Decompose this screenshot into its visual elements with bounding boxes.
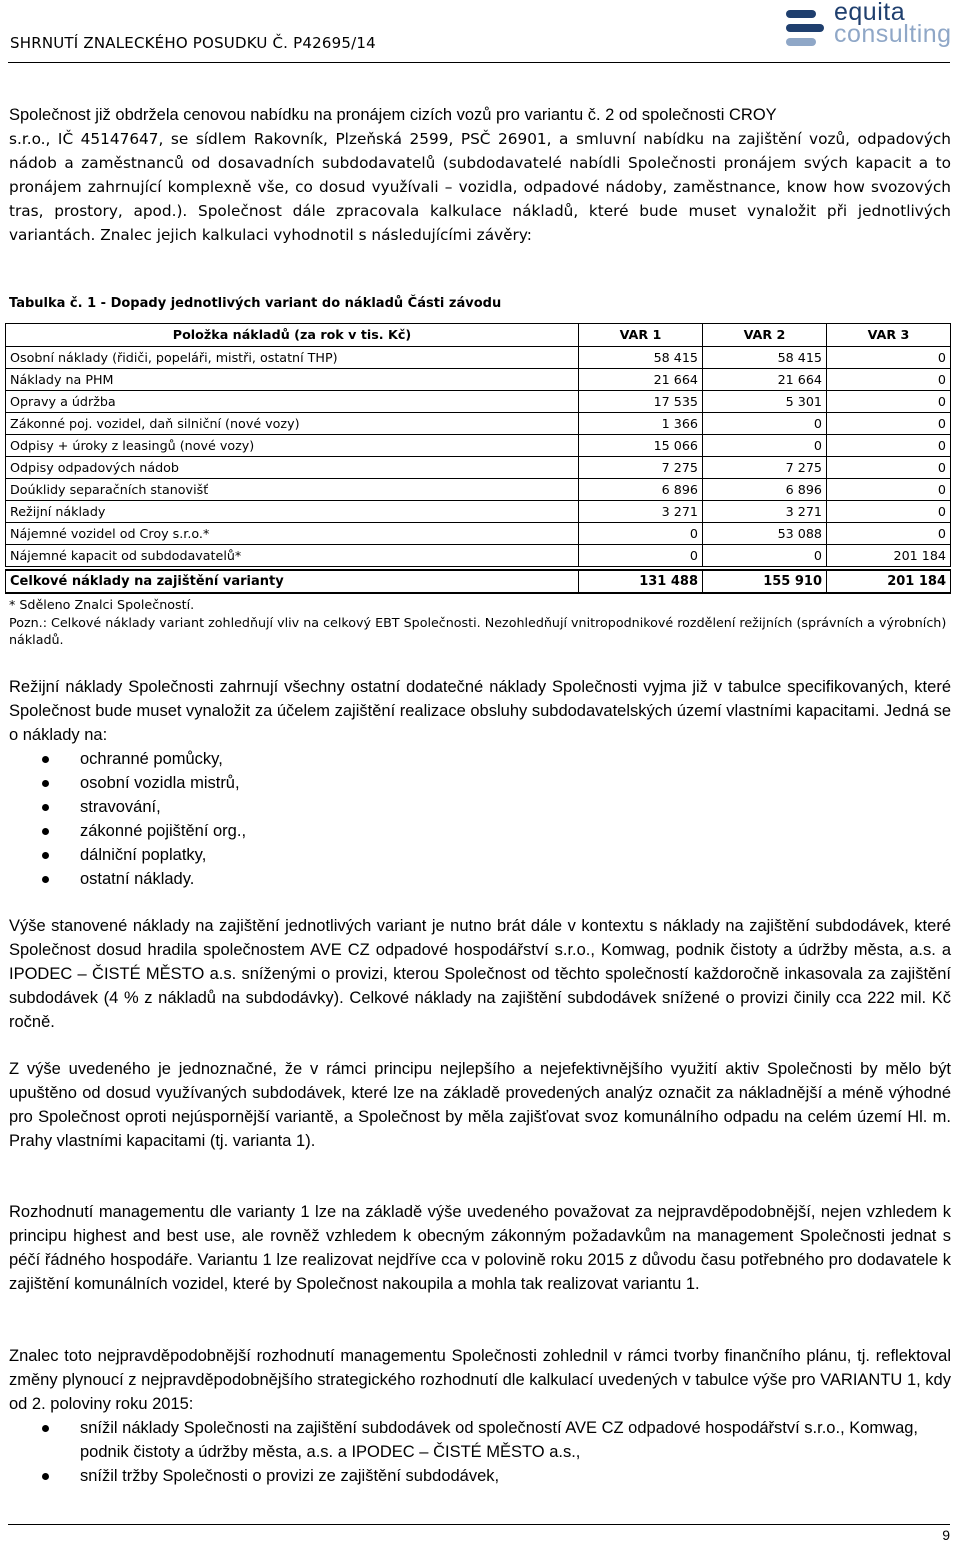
- list-item-text: dálniční poplatky,: [80, 846, 207, 864]
- total-label: Celkové náklady na zajištění varianty: [6, 570, 579, 593]
- cell-var2: 0: [703, 545, 827, 567]
- section-vyse: [9, 914, 951, 1034]
- equita-logo-icon: [784, 8, 828, 48]
- cell-var3: 0: [827, 479, 951, 501]
- cell-var2: 0: [703, 413, 827, 435]
- para-jednoznacne: Z výše uvedeného je jednoznačné, že v rámci principu nejlepšího a nejefektivnějšího využití aktiv Společnosti by mělo být upuštěno od dosud využívaných subdodávek, které lze na základě provedených analýz označit za nákladnější a méně výhodné pro Společnost oproti nejúspornější variantě, a Společnost by měla zajišťovat svoz komunálního odpadu na celém území Hl. m. Prahy vlastními kapacitami (tj. varianta 1).: [9, 1060, 951, 1150]
- cell-var1: 0: [579, 523, 703, 545]
- list-item-text: snížil náklady Společnosti na zajištění subdodávek od společností AVE CZ odpadové hospodářství s.r.o., Komwag, podnik čistoty a údržby města, a.s. a IPODEC – ČISTÉ MĚSTO a.s.,: [80, 1419, 919, 1461]
- header-var1: VAR 1: [579, 324, 703, 347]
- cell-var2: 58 415: [703, 347, 827, 369]
- cell-var3: 0: [827, 457, 951, 479]
- cell-var2: 6 896: [703, 479, 827, 501]
- cell-item: Odpisy odpadových nádob: [6, 457, 579, 479]
- list-item: [9, 867, 951, 891]
- equita-logo: [780, 2, 950, 52]
- section-jednoznacne: [9, 1057, 951, 1153]
- page-header: [8, 0, 950, 63]
- cell-var3: 201 184: [827, 545, 951, 567]
- cell-item: Nájemné vozidel od Croy s.r.o.*: [6, 523, 579, 545]
- page-number: 9: [942, 1527, 950, 1543]
- cell-var1: 21 664: [579, 369, 703, 391]
- total-var3: 201 184: [827, 570, 951, 593]
- cell-var1: 1 366: [579, 413, 703, 435]
- list-item-text: ostatní náklady.: [80, 870, 195, 888]
- cell-item: Nájemné kapacit od subdodavatelů*: [6, 545, 579, 567]
- cell-item: Doúklidy separačních stanovišť: [6, 479, 579, 501]
- para-rezie: Režijní náklady Společnosti zahrnují všechny ostatní dodatečné náklady Společnosti vyjma již v tabulce specifikovaných, které Společnost bude muset vynaložit za účelem zajištění realizace obsluhy subdodavatelských území vlastními kapacitami. Jedná se o náklady na:: [9, 678, 951, 744]
- table-body: [6, 347, 951, 594]
- cell-item: Osobní náklady (řidiči, popeláři, mistři, ostatní THP): [6, 347, 579, 369]
- total-var2: 155 910: [703, 570, 827, 593]
- cell-item: Náklady na PHM: [6, 369, 579, 391]
- cell-var2: 3 271: [703, 501, 827, 523]
- list-rezie: [9, 747, 951, 891]
- cell-item: Opravy a údržba: [6, 391, 579, 413]
- list-item-text: stravování,: [80, 798, 161, 816]
- list-item: [9, 747, 951, 771]
- section-rezie: [9, 675, 951, 891]
- cell-var1: 3 271: [579, 501, 703, 523]
- table-total-row: [6, 570, 951, 593]
- cell-var3: 0: [827, 523, 951, 545]
- footnote-source: * Sděleno Znalci Společností.: [9, 597, 195, 612]
- list-item: [9, 795, 951, 819]
- bullet-icon: [42, 852, 49, 859]
- section-rozhodnuti: [9, 1200, 951, 1296]
- footer-divider: [8, 1524, 950, 1525]
- header-var3: VAR 3: [827, 324, 951, 347]
- costs-table: [5, 323, 951, 594]
- cell-var2: 7 275: [703, 457, 827, 479]
- para-vyse: Výše stanovené náklady na zajištění jednotlivých variant je nutno brát dále v kontextu s náklady na zajištění subdodávek, které Společnost dosud hradila společnostem AVE CZ odpadové hospodářství s.r.o., Komwag, podnik čistoty a údržby města, a.s. a IPODEC – ČISTÉ MĚSTO a.s. sníženými o provizi, kterou Společnost od těchto společností každoročně inkasovala za zajištění subdodávek (4 % z nákladů na subdodávky). Celkové náklady na zajištění subdodávek snížené o provizi činily cca 222 mil. Kč ročně.: [9, 917, 951, 1031]
- table-row: [6, 347, 951, 369]
- table-row: [6, 501, 951, 523]
- table-header-row: [6, 324, 951, 347]
- cell-var1: 15 066: [579, 435, 703, 457]
- cell-var2: 53 088: [703, 523, 827, 545]
- cell-var1: 58 415: [579, 347, 703, 369]
- cell-var2: 5 301: [703, 391, 827, 413]
- logo-text-consulting: consulting: [834, 20, 952, 48]
- cell-var3: 0: [827, 347, 951, 369]
- bullet-icon: [42, 1473, 49, 1480]
- table-row: [6, 523, 951, 545]
- cell-var2: 21 664: [703, 369, 827, 391]
- list-item: [9, 1464, 951, 1488]
- section-znalec: [9, 1344, 951, 1488]
- table-row: [6, 479, 951, 501]
- bullet-icon: [42, 876, 49, 883]
- cell-var1: 17 535: [579, 391, 703, 413]
- list-item: [9, 843, 951, 867]
- cell-var1: 6 896: [579, 479, 703, 501]
- intro-paragraph: [9, 103, 951, 247]
- bullet-icon: [42, 828, 49, 835]
- list-item-text: zákonné pojištění org.,: [80, 822, 247, 840]
- table-row: [6, 435, 951, 457]
- bullet-icon: [42, 1425, 49, 1432]
- intro-line1: Společnost již obdržela cenovou nabídku na pronájem cizích vozů pro variantu č. 2 od společnosti CROY: [9, 106, 777, 124]
- para-znalec: Znalec toto nejpravděpodobnější rozhodnutí managementu Společnosti zohlednil v rámci tvorby finančního plánu, tj. reflektoval změny plynoucí z nejpravděpodobnějšího strategického rozhodnutí dle kalkulací uvedených v tabulce výše pro VARIANTU 1, kdy od 2. poloviny roku 2015:: [9, 1347, 951, 1413]
- table-row: [6, 413, 951, 435]
- table-row: [6, 457, 951, 479]
- header-item: Položka nákladů (za rok v tis. Kč): [6, 324, 579, 347]
- list-item-text: snížil tržby Společnosti o provizi ze zajištění subdodávek,: [80, 1467, 500, 1485]
- table-row: [6, 545, 951, 567]
- cell-var1: 0: [579, 545, 703, 567]
- bullet-icon: [42, 756, 49, 763]
- logo-text-equita: equita: [834, 0, 906, 26]
- cell-var1: 7 275: [579, 457, 703, 479]
- cell-item: Režijní náklady: [6, 501, 579, 523]
- list-item-text: ochranné pomůcky,: [80, 750, 223, 768]
- para-rozhodnuti: Rozhodnutí managementu dle varianty 1 lze na základě výše uvedeného považovat za nejpravděpodobnější, nejen vzhledem k principu highest and best use, ale rovněž vzhledem k obecným zákonným požadavkům na management Společnosti jednat s péčí řádného hospodáře. Variantu 1 lze realizovat nejdříve cca v polovině roku 2015 z důvodu času potřebného pro dodavatele k zajištění komunálních vozidel, které by Společnost nakoupila a mohla tak realizovat variantu 1.: [9, 1203, 951, 1293]
- cell-var2: 0: [703, 435, 827, 457]
- cell-var3: 0: [827, 435, 951, 457]
- cell-item: Odpisy + úroky z leasingů (nové vozy): [6, 435, 579, 457]
- intro-rest: s.r.o., IČ 45147647, se sídlem Rakovník, Plzeňská 2599, PSČ 26901, a smluvní nabídku na zajištění vozů, odpadových nádob a zaměstnanců od dosavadních subdodavatelů (subdodavatelé nabídli Společnosti pronájem svých kapacit a to pronájem zahrnující komplexně vše, co dosud využívali – vozidla, odpadové nádoby, zaměstnance, know how svozových tras, prostory, apod.). Společnost dále zpracovala kalkulace nákladů, které bude muset vynaložit při jednotlivých variantách. Znalec jejich kalkulaci vyhodnotil s následujícími závěry:: [9, 130, 951, 244]
- list-znalec: [9, 1416, 951, 1488]
- cell-var3: 0: [827, 369, 951, 391]
- list-item: [9, 771, 951, 795]
- list-item-text: osobní vozidla mistrů,: [80, 774, 240, 792]
- header-title: SHRNUTÍ ZNALECKÉHO POSUDKU Č. P42695/14: [10, 34, 376, 52]
- cell-var3: 0: [827, 501, 951, 523]
- header-var2: VAR 2: [703, 324, 827, 347]
- cell-item: Zákonné poj. vozidel, daň silniční (nové vozy): [6, 413, 579, 435]
- list-item: [9, 819, 951, 843]
- cell-var3: 0: [827, 413, 951, 435]
- list-item: [9, 1416, 951, 1464]
- table-row: [6, 369, 951, 391]
- bullet-icon: [42, 780, 49, 787]
- footnote-pozn: Pozn.: Celkové náklady variant zohledňují vliv na celkový EBT Společnosti. Nezohledňují vnitropodnikové rozdělení režijních (správních a výrobních) nákladů.: [9, 615, 947, 647]
- total-var1: 131 488: [579, 570, 703, 593]
- table-row: [6, 391, 951, 413]
- bullet-icon: [42, 804, 49, 811]
- table-caption: Tabulka č. 1 - Dopady jednotlivých variant do nákladů Části závodu: [9, 296, 502, 311]
- cell-var3: 0: [827, 391, 951, 413]
